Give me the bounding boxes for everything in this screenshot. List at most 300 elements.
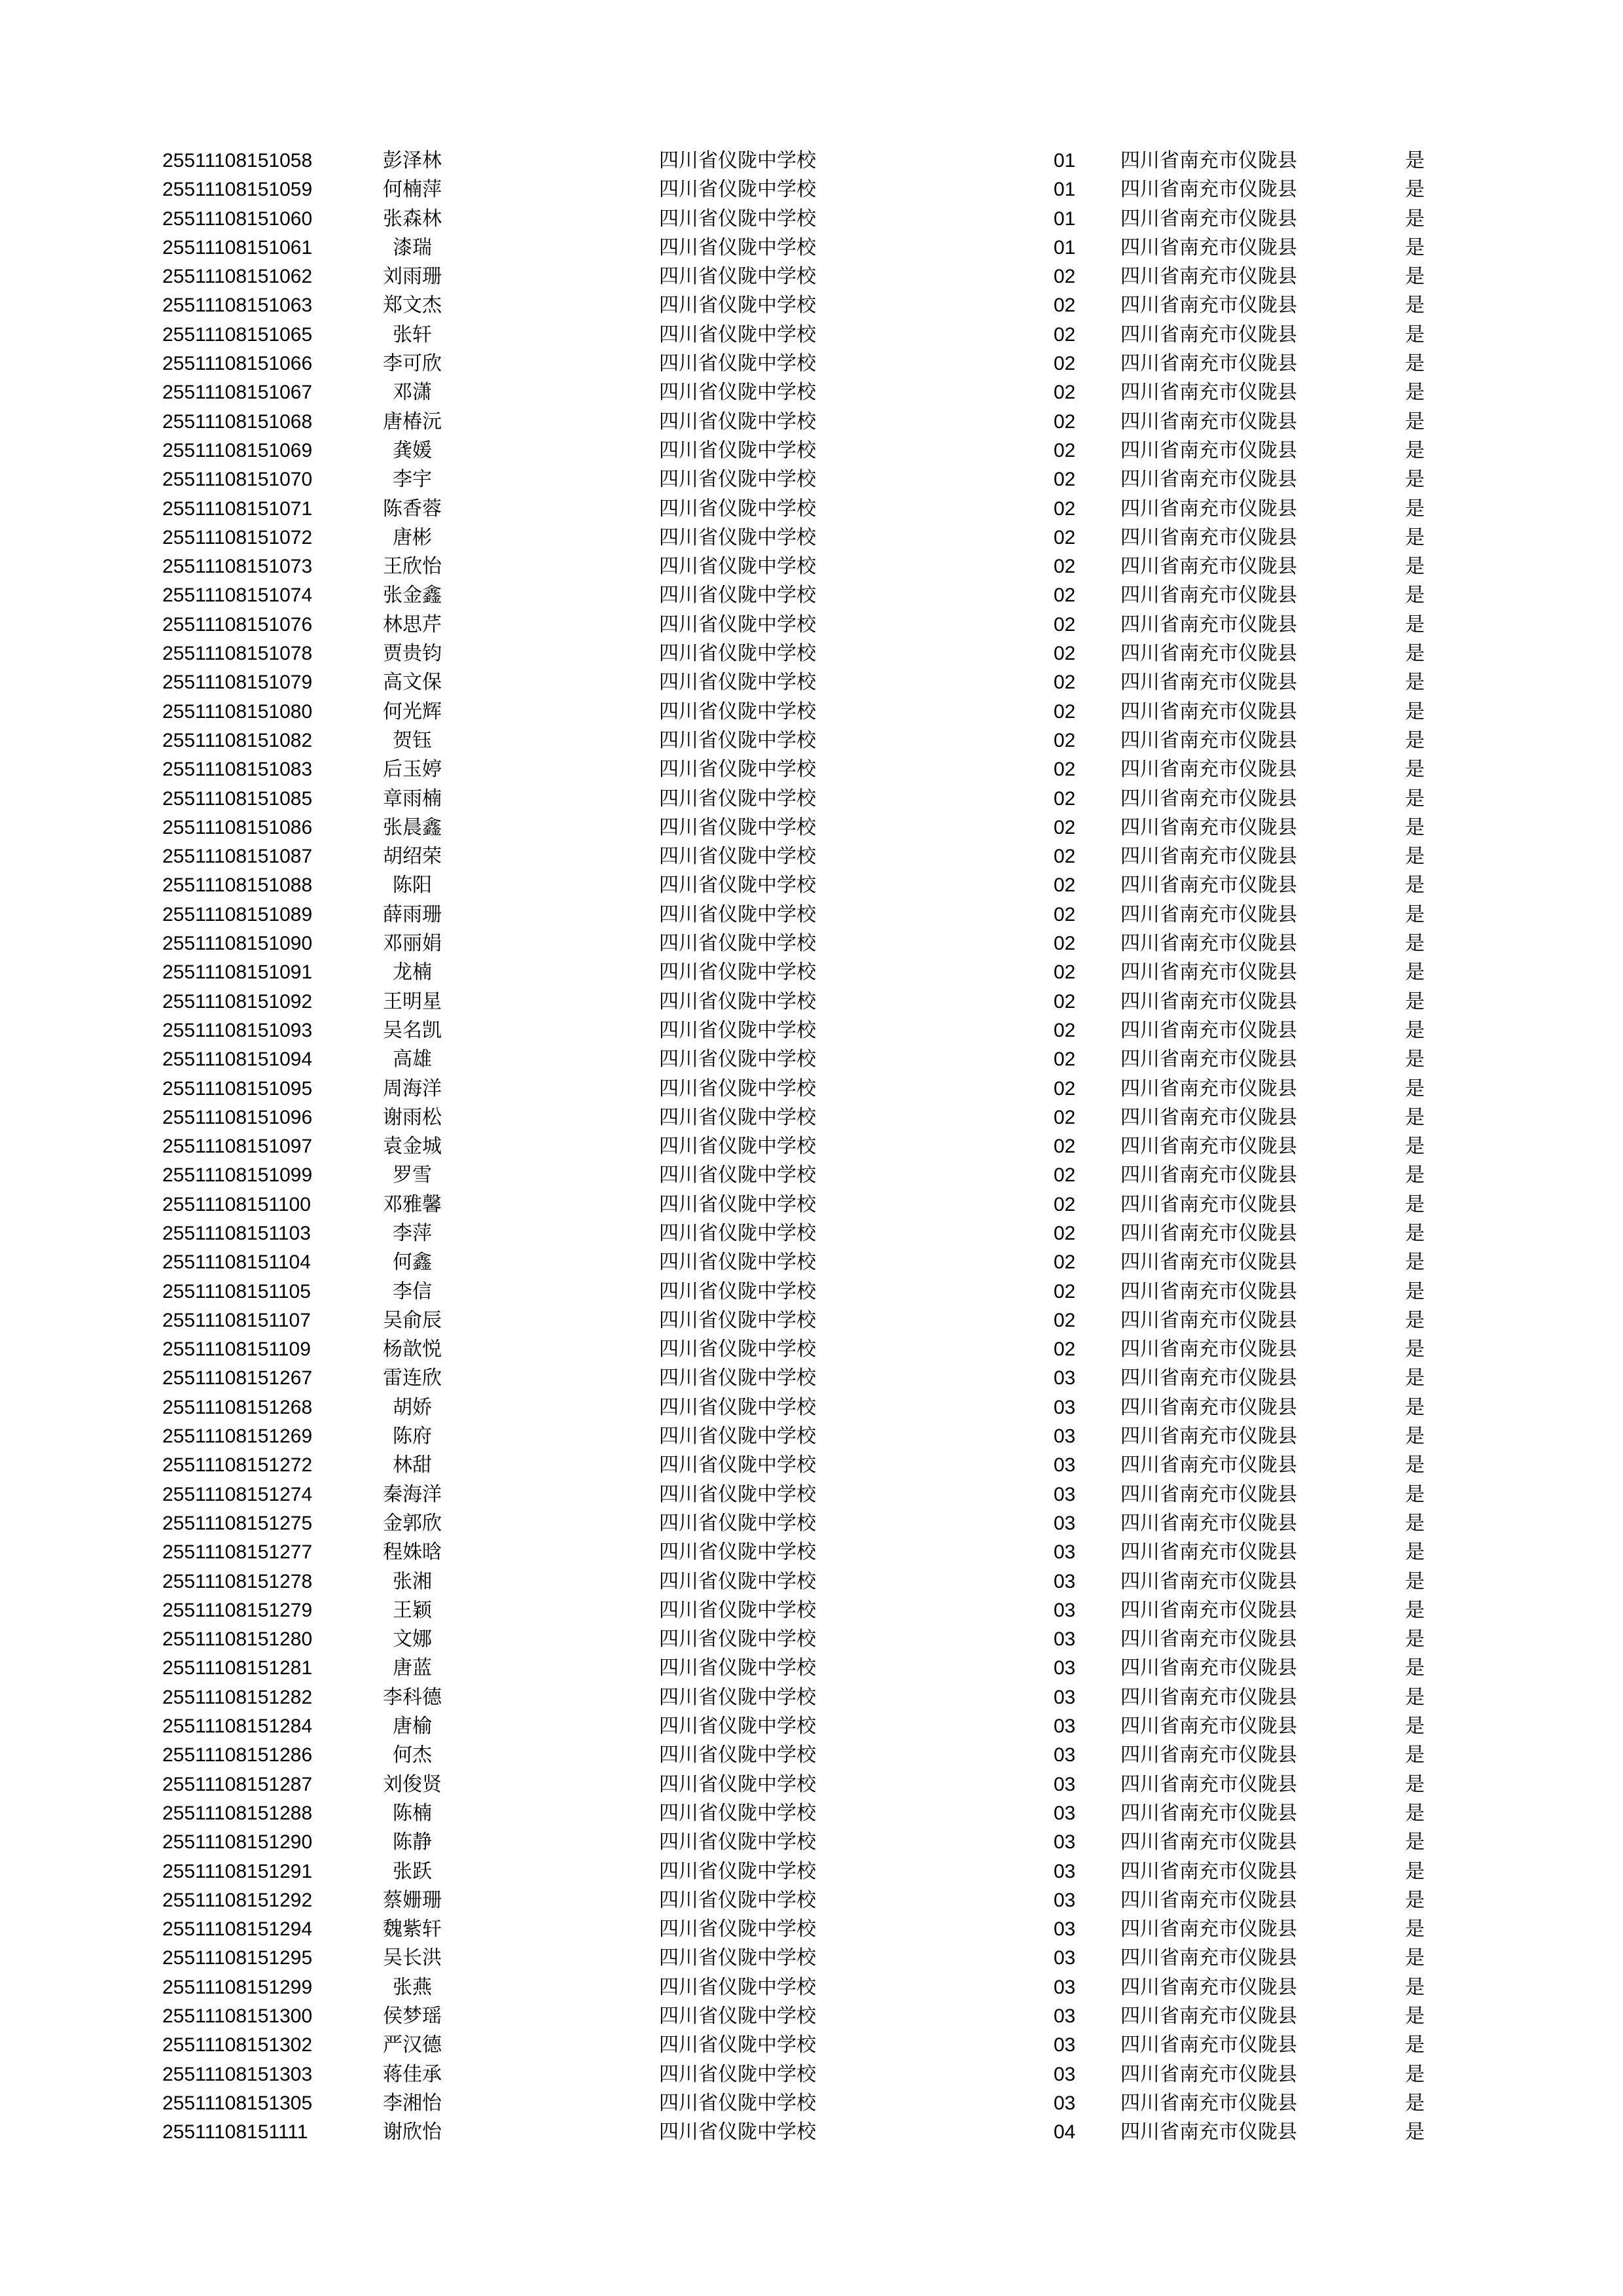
student-id: 25511108151060 [162, 207, 313, 230]
student-name: 吴长洪 [383, 1947, 442, 1969]
class-code: 02 [1054, 584, 1076, 607]
status-flag: 是 [1405, 1512, 1425, 1534]
school-name: 四川省仪陇中学校 [659, 903, 816, 925]
school-name: 四川省仪陇中学校 [659, 933, 816, 955]
table-row [0, 1770, 1623, 1799]
student-id: 25511108151295 [162, 1947, 313, 1969]
student-name: 李萍 [393, 1222, 432, 1244]
class-code: 03 [1054, 1483, 1076, 1505]
school-name: 四川省仪陇中学校 [659, 1889, 816, 1911]
region: 四川省南充市仪陇县 [1120, 526, 1297, 548]
student-id: 25511108151069 [162, 439, 313, 461]
class-code: 03 [1054, 2034, 1076, 2056]
region: 四川省南充市仪陇县 [1120, 323, 1297, 346]
table-row [0, 1219, 1623, 1248]
table-row [0, 291, 1623, 320]
class-code: 01 [1054, 150, 1076, 171]
table-row [0, 1248, 1623, 1277]
student-id: 25511108151068 [162, 410, 313, 433]
student-id: 25511108151111 [162, 2121, 308, 2144]
student-id: 25511108151085 [162, 787, 313, 810]
school-name: 四川省仪陇中学校 [659, 1860, 816, 1882]
school-name: 四川省仪陇中学校 [659, 1744, 816, 1767]
student-id: 25511108151066 [162, 353, 313, 375]
region: 四川省南充市仪陇县 [1120, 643, 1297, 665]
status-flag: 是 [1405, 526, 1425, 548]
region: 四川省南充市仪陇县 [1120, 497, 1297, 520]
student-name: 贺钰 [393, 729, 432, 751]
school-name: 四川省仪陇中学校 [659, 1657, 816, 1679]
region: 四川省南充市仪陇县 [1120, 266, 1297, 288]
student-name: 王明星 [383, 990, 442, 1013]
student-name: 杨歆悦 [383, 1338, 442, 1361]
student-id: 25511108151303 [162, 2063, 313, 2085]
student-name: 侯梦瑶 [383, 2005, 442, 2027]
status-flag: 是 [1405, 2034, 1425, 2056]
region: 四川省南充市仪陇县 [1120, 2121, 1297, 2144]
table-row [0, 1973, 1623, 2002]
student-id: 25511108151294 [162, 1918, 313, 1941]
school-name: 四川省仪陇中学校 [659, 1164, 816, 1187]
school-name: 四川省仪陇中学校 [659, 990, 816, 1013]
class-code: 03 [1054, 1686, 1076, 1708]
table-row [0, 2060, 1623, 2089]
student-name: 罗雪 [393, 1164, 432, 1187]
class-code: 02 [1054, 266, 1076, 288]
student-name: 王颖 [393, 1599, 432, 1621]
student-name: 陈静 [393, 1831, 432, 1854]
student-id: 25511108151094 [162, 1049, 313, 1071]
status-flag: 是 [1405, 1773, 1425, 1795]
region: 四川省南充市仪陇县 [1120, 672, 1297, 694]
student-name: 郑文杰 [383, 295, 442, 317]
school-name: 四川省仪陇中学校 [659, 874, 816, 897]
school-name: 四川省仪陇中学校 [659, 353, 816, 375]
status-flag: 是 [1405, 1106, 1425, 1128]
class-code: 02 [1054, 1251, 1076, 1274]
table-row [0, 234, 1623, 262]
table-row [0, 437, 1623, 465]
student-name: 李湘怡 [383, 2092, 442, 2114]
student-id: 25511108151103 [162, 1222, 311, 1244]
school-name: 四川省仪陇中学校 [659, 1512, 816, 1534]
table-row [0, 1683, 1623, 1712]
table-row [0, 408, 1623, 437]
school-name: 四川省仪陇中学校 [659, 700, 816, 723]
table-row [0, 1712, 1623, 1741]
student-id: 25511108151274 [162, 1483, 313, 1505]
table-row [0, 465, 1623, 494]
region: 四川省南充市仪陇县 [1120, 1426, 1297, 1448]
region: 四川省南充市仪陇县 [1120, 1483, 1297, 1505]
school-name: 四川省仪陇中学校 [659, 1541, 816, 1564]
table-row [0, 1509, 1623, 1538]
student-id: 25511108151074 [162, 584, 313, 607]
region: 四川省南充市仪陇县 [1120, 990, 1297, 1013]
status-flag: 是 [1405, 1947, 1425, 1969]
class-code: 02 [1054, 1019, 1076, 1041]
school-name: 四川省仪陇中学校 [659, 1715, 816, 1738]
class-code: 02 [1054, 643, 1076, 665]
student-name: 唐榆 [393, 1715, 432, 1738]
class-code: 01 [1054, 236, 1076, 259]
student-name: 唐蓝 [393, 1657, 432, 1679]
class-code: 02 [1054, 903, 1076, 925]
student-id: 25511108151104 [162, 1251, 311, 1274]
status-flag: 是 [1405, 874, 1425, 897]
student-id: 25511108151059 [162, 179, 313, 201]
student-id: 25511108151105 [162, 1280, 311, 1302]
table-row [0, 929, 1623, 958]
table-row [0, 1016, 1623, 1045]
school-name: 四川省仪陇中学校 [659, 816, 816, 838]
class-code: 02 [1054, 1338, 1076, 1361]
table-row [0, 1075, 1623, 1103]
class-code: 02 [1054, 1280, 1076, 1302]
student-name: 程姝晗 [383, 1541, 442, 1564]
student-id: 25511108151278 [162, 1570, 313, 1592]
region: 四川省南充市仪陇县 [1120, 1136, 1297, 1158]
student-name: 袁金城 [383, 1136, 442, 1158]
status-flag: 是 [1405, 1657, 1425, 1679]
class-code: 02 [1054, 439, 1076, 461]
table-row [0, 378, 1623, 407]
status-flag: 是 [1405, 556, 1425, 578]
region: 四川省南充市仪陇县 [1120, 236, 1297, 259]
student-name: 章雨楠 [383, 787, 442, 810]
student-name: 金郭欣 [383, 1512, 442, 1534]
student-name: 张森林 [383, 207, 442, 230]
status-flag: 是 [1405, 700, 1425, 723]
school-name: 四川省仪陇中学校 [659, 410, 816, 433]
school-name: 四川省仪陇中学校 [659, 1396, 816, 1418]
student-name: 吴俞辰 [383, 1309, 442, 1331]
class-code: 01 [1054, 179, 1076, 201]
table-row [0, 581, 1623, 610]
student-id: 25511108151087 [162, 846, 313, 868]
class-code: 03 [1054, 1628, 1076, 1651]
class-code: 02 [1054, 497, 1076, 520]
student-id: 25511108151302 [162, 2034, 313, 2056]
table-row [0, 175, 1623, 204]
student-id: 25511108151071 [162, 497, 313, 520]
student-id: 25511108151096 [162, 1106, 313, 1128]
region: 四川省南充市仪陇县 [1120, 1396, 1297, 1418]
class-code: 03 [1054, 1657, 1076, 1679]
student-id: 25511108151083 [162, 759, 313, 781]
class-code: 02 [1054, 672, 1076, 694]
table-row [0, 1306, 1623, 1335]
region: 四川省南充市仪陇县 [1120, 1715, 1297, 1738]
table-row [0, 1741, 1623, 1770]
class-code: 02 [1054, 874, 1076, 897]
student-id: 25511108151109 [162, 1338, 311, 1361]
status-flag: 是 [1405, 1280, 1425, 1302]
table-row [0, 1045, 1623, 1074]
student-id: 25511108151288 [162, 1802, 313, 1824]
class-code: 04 [1054, 2121, 1076, 2144]
region: 四川省南充市仪陇县 [1120, 1222, 1297, 1244]
region: 四川省南充市仪陇县 [1120, 1164, 1297, 1187]
roster-table [0, 147, 1623, 2147]
status-flag: 是 [1405, 1918, 1425, 1941]
table-row [0, 901, 1623, 929]
region: 四川省南充市仪陇县 [1120, 1686, 1297, 1708]
student-id: 25511108151097 [162, 1136, 313, 1158]
status-flag: 是 [1405, 1019, 1425, 1041]
table-row [0, 988, 1623, 1016]
school-name: 四川省仪陇中学校 [659, 207, 816, 230]
table-row [0, 1191, 1623, 1219]
status-flag: 是 [1405, 1715, 1425, 1738]
school-name: 四川省仪陇中学校 [659, 236, 816, 259]
table-row [0, 668, 1623, 697]
status-flag: 是 [1405, 1222, 1425, 1244]
status-flag: 是 [1405, 1628, 1425, 1651]
student-id: 25511108151305 [162, 2092, 313, 2114]
region: 四川省南充市仪陇县 [1120, 1628, 1297, 1651]
region: 四川省南充市仪陇县 [1120, 1773, 1297, 1795]
student-name: 雷连欣 [383, 1367, 442, 1390]
school-name: 四川省仪陇中学校 [659, 1918, 816, 1941]
class-code: 03 [1054, 1426, 1076, 1448]
region: 四川省南充市仪陇县 [1120, 1106, 1297, 1128]
status-flag: 是 [1405, 150, 1425, 171]
school-name: 四川省仪陇中学校 [659, 1976, 816, 1998]
status-flag: 是 [1405, 1831, 1425, 1854]
status-flag: 是 [1405, 903, 1425, 925]
status-flag: 是 [1405, 1426, 1425, 1448]
student-name: 李信 [393, 1280, 432, 1302]
region: 四川省南充市仪陇县 [1120, 1280, 1297, 1302]
school-name: 四川省仪陇中学校 [659, 295, 816, 317]
table-row [0, 262, 1623, 291]
student-id: 25511108151272 [162, 1454, 313, 1477]
student-name: 陈香蓉 [383, 497, 442, 520]
region: 四川省南充市仪陇县 [1120, 613, 1297, 636]
region: 四川省南充市仪陇县 [1120, 1338, 1297, 1361]
region: 四川省南充市仪陇县 [1120, 150, 1297, 171]
status-flag: 是 [1405, 382, 1425, 404]
school-name: 四川省仪陇中学校 [659, 2034, 816, 2056]
school-name: 四川省仪陇中学校 [659, 1049, 816, 1071]
region: 四川省南充市仪陇县 [1120, 1831, 1297, 1854]
table-row [0, 611, 1623, 639]
school-name: 四川省仪陇中学校 [659, 1686, 816, 1708]
table-row [0, 1161, 1623, 1190]
status-flag: 是 [1405, 1802, 1425, 1824]
school-name: 四川省仪陇中学校 [659, 2092, 816, 2114]
region: 四川省南充市仪陇县 [1120, 961, 1297, 984]
student-id: 25511108151286 [162, 1744, 313, 1767]
student-id: 25511108151282 [162, 1686, 313, 1708]
student-name: 胡绍荣 [383, 846, 442, 868]
status-flag: 是 [1405, 295, 1425, 317]
status-flag: 是 [1405, 1164, 1425, 1187]
student-id: 25511108151284 [162, 1715, 313, 1738]
status-flag: 是 [1405, 584, 1425, 607]
status-flag: 是 [1405, 1599, 1425, 1621]
status-flag: 是 [1405, 787, 1425, 810]
region: 四川省南充市仪陇县 [1120, 1251, 1297, 1274]
table-row [0, 755, 1623, 784]
student-id: 25511108151292 [162, 1889, 313, 1911]
student-id: 25511108151279 [162, 1599, 313, 1621]
class-code: 02 [1054, 556, 1076, 578]
class-code: 02 [1054, 1164, 1076, 1187]
student-name: 龙楠 [393, 961, 432, 984]
student-id: 25511108151267 [162, 1367, 313, 1390]
status-flag: 是 [1405, 2121, 1425, 2144]
table-row [0, 1278, 1623, 1306]
school-name: 四川省仪陇中学校 [659, 1338, 816, 1361]
region: 四川省南充市仪陇县 [1120, 382, 1297, 404]
class-code: 03 [1054, 1860, 1076, 1882]
school-name: 四川省仪陇中学校 [659, 1628, 816, 1651]
table-row [0, 2031, 1623, 2060]
region: 四川省南充市仪陇县 [1120, 410, 1297, 433]
status-flag: 是 [1405, 439, 1425, 461]
class-code: 02 [1054, 353, 1076, 375]
table-row [0, 1625, 1623, 1654]
student-name: 谢雨松 [383, 1106, 442, 1128]
table-row [0, 1828, 1623, 1857]
student-id: 25511108151093 [162, 1019, 313, 1041]
class-code: 02 [1054, 410, 1076, 433]
region: 四川省南充市仪陇县 [1120, 787, 1297, 810]
student-id: 25511108151099 [162, 1164, 313, 1187]
table-row [0, 524, 1623, 552]
student-name: 秦海洋 [383, 1483, 442, 1505]
school-name: 四川省仪陇中学校 [659, 759, 816, 781]
class-code: 03 [1054, 2092, 1076, 2114]
class-code: 03 [1054, 1773, 1076, 1795]
status-flag: 是 [1405, 1396, 1425, 1418]
status-flag: 是 [1405, 643, 1425, 665]
status-flag: 是 [1405, 236, 1425, 259]
student-id: 25511108151291 [162, 1860, 313, 1882]
status-flag: 是 [1405, 1251, 1425, 1274]
class-code: 03 [1054, 1454, 1076, 1477]
class-code: 02 [1054, 990, 1076, 1013]
school-name: 四川省仪陇中学校 [659, 1831, 816, 1854]
student-name: 谢欣怡 [383, 2121, 442, 2144]
school-name: 四川省仪陇中学校 [659, 439, 816, 461]
region: 四川省南充市仪陇县 [1120, 1744, 1297, 1767]
table-row [0, 639, 1623, 668]
class-code: 02 [1054, 846, 1076, 868]
table-row [0, 321, 1623, 350]
student-name: 李可欣 [383, 353, 442, 375]
student-id: 25511108151089 [162, 903, 313, 925]
class-code: 02 [1054, 1049, 1076, 1071]
table-row [0, 1596, 1623, 1625]
table-row [0, 871, 1623, 900]
status-flag: 是 [1405, 933, 1425, 955]
student-name: 何楠萍 [383, 179, 442, 201]
student-name: 何鑫 [393, 1251, 432, 1274]
class-code: 02 [1054, 961, 1076, 984]
region: 四川省南充市仪陇县 [1120, 874, 1297, 897]
student-name: 漆瑞 [393, 236, 432, 259]
student-id: 25511108151100 [162, 1193, 311, 1215]
student-id: 25511108151281 [162, 1657, 313, 1679]
student-id: 25511108151095 [162, 1077, 313, 1100]
student-name: 陈阳 [393, 874, 432, 897]
school-name: 四川省仪陇中学校 [659, 1106, 816, 1128]
status-flag: 是 [1405, 323, 1425, 346]
class-code: 02 [1054, 759, 1076, 781]
student-name: 唐椿沅 [383, 410, 442, 433]
region: 四川省南充市仪陇县 [1120, 439, 1297, 461]
student-name: 魏紫轩 [383, 1918, 442, 1941]
student-id: 25511108151072 [162, 526, 313, 548]
school-name: 四川省仪陇中学校 [659, 469, 816, 491]
class-code: 03 [1054, 1802, 1076, 1824]
school-name: 四川省仪陇中学校 [659, 266, 816, 288]
student-name: 邓丽娟 [383, 933, 442, 955]
status-flag: 是 [1405, 2063, 1425, 2085]
school-name: 四川省仪陇中学校 [659, 497, 816, 520]
student-name: 何杰 [393, 1744, 432, 1767]
class-code: 03 [1054, 2063, 1076, 2085]
student-name: 蔡姗珊 [383, 1889, 442, 1911]
school-name: 四川省仪陇中学校 [659, 2063, 816, 2085]
school-name: 四川省仪陇中学校 [659, 1193, 816, 1215]
school-name: 四川省仪陇中学校 [659, 643, 816, 665]
status-flag: 是 [1405, 759, 1425, 781]
status-flag: 是 [1405, 1744, 1425, 1767]
table-row [0, 1538, 1623, 1567]
region: 四川省南充市仪陇县 [1120, 1570, 1297, 1592]
status-flag: 是 [1405, 990, 1425, 1013]
class-code: 02 [1054, 1309, 1076, 1331]
table-row [0, 814, 1623, 842]
region: 四川省南充市仪陇县 [1120, 1077, 1297, 1100]
status-flag: 是 [1405, 1686, 1425, 1708]
school-name: 四川省仪陇中学校 [659, 672, 816, 694]
school-name: 四川省仪陇中学校 [659, 787, 816, 810]
student-name: 陈楠 [393, 1802, 432, 1824]
region: 四川省南充市仪陇县 [1120, 759, 1297, 781]
table-row [0, 1364, 1623, 1393]
status-flag: 是 [1405, 2092, 1425, 2114]
table-row [0, 958, 1623, 987]
region: 四川省南充市仪陇县 [1120, 700, 1297, 723]
status-flag: 是 [1405, 672, 1425, 694]
class-code: 02 [1054, 382, 1076, 404]
class-code: 02 [1054, 469, 1076, 491]
student-id: 25511108151300 [162, 2005, 313, 2027]
school-name: 四川省仪陇中学校 [659, 2121, 816, 2144]
status-flag: 是 [1405, 1483, 1425, 1505]
table-row [0, 1451, 1623, 1480]
school-name: 四川省仪陇中学校 [659, 1251, 816, 1274]
student-id: 25511108151070 [162, 469, 313, 491]
student-name: 何光辉 [383, 700, 442, 723]
school-name: 四川省仪陇中学校 [659, 1280, 816, 1302]
school-name: 四川省仪陇中学校 [659, 1077, 816, 1100]
class-code: 01 [1054, 207, 1076, 230]
region: 四川省南充市仪陇县 [1120, 1657, 1297, 1679]
region: 四川省南充市仪陇县 [1120, 933, 1297, 955]
student-name: 高雄 [393, 1049, 432, 1071]
region: 四川省南充市仪陇县 [1120, 295, 1297, 317]
school-name: 四川省仪陇中学校 [659, 613, 816, 636]
school-name: 四川省仪陇中学校 [659, 323, 816, 346]
school-name: 四川省仪陇中学校 [659, 2005, 816, 2027]
student-id: 25511108151280 [162, 1628, 313, 1651]
